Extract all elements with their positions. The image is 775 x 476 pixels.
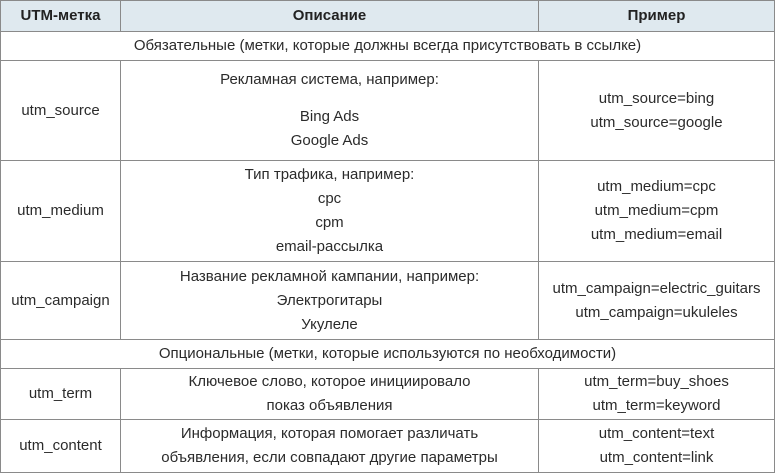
- header-row: [1, 1, 775, 32]
- tag-cell: utm_source: [1, 61, 121, 161]
- example-line: utm_source=google: [590, 113, 723, 131]
- description-line: показ объявления: [266, 397, 393, 414]
- example-line: utm_medium=cpc: [597, 178, 716, 195]
- tag-cell: utm_medium: [1, 161, 121, 262]
- description-cell: [121, 369, 539, 420]
- table-row: [1, 369, 775, 420]
- description-line: Электрогитары: [276, 291, 383, 309]
- header-description: Описание: [121, 1, 539, 32]
- section-required-row: [1, 32, 775, 61]
- table-row: [1, 262, 775, 340]
- description-line: Google Ads: [290, 132, 369, 149]
- description-line: Укулеле: [301, 315, 358, 333]
- example-cell: [539, 161, 775, 262]
- example-cell: [539, 262, 775, 340]
- description-cell: [121, 262, 539, 340]
- example-line: utm_content=link: [599, 449, 714, 466]
- example-line: utm_term=keyword: [592, 397, 721, 414]
- table-row: [1, 61, 775, 161]
- description-line: объявления, если совпадают другие параметры: [161, 449, 498, 466]
- example-cell: [539, 420, 775, 473]
- example-line: utm_campaign=electric_guitars: [552, 279, 761, 297]
- description-line: Информация, которая помогает различать: [180, 425, 479, 442]
- tag-cell: utm_campaign: [1, 262, 121, 340]
- description-line: Bing Ads: [299, 108, 360, 125]
- table-row: [1, 420, 775, 473]
- description-caption: Название рекламной кампании, например:: [179, 267, 480, 285]
- example-cell: [539, 369, 775, 420]
- example-line: utm_content=text: [598, 425, 715, 442]
- table-row: [1, 161, 775, 262]
- example-line: utm_source=bing: [598, 89, 715, 107]
- description-caption: Тип трафика, например:: [244, 166, 415, 183]
- example-line: utm_medium=email: [590, 226, 723, 243]
- tag-cell: utm_term: [1, 369, 121, 420]
- description-caption: Рекламная система, например:: [220, 71, 439, 88]
- description-line: cpc: [317, 190, 342, 207]
- section-required: Обязательные (метки, которые должны всегда присутствовать в ссылке): [1, 32, 775, 61]
- example-line: utm_medium=cpm: [594, 202, 719, 219]
- tag-cell: utm_content: [1, 420, 121, 473]
- section-optional-row: [1, 340, 775, 369]
- description-cell: [121, 161, 539, 262]
- description-line: email-рассылка: [275, 238, 384, 255]
- header-example: Пример: [539, 1, 775, 32]
- description-line: cpm: [315, 214, 344, 231]
- description-cell: [121, 420, 539, 473]
- example-line: utm_term=buy_shoes: [584, 373, 729, 390]
- section-optional: Опциональные (метки, которые используются по необходимости): [1, 340, 775, 369]
- description-line: Ключевое слово, которое инициировало: [188, 373, 471, 390]
- example-line: utm_campaign=ukuleles: [575, 303, 738, 321]
- header-tag: UTM-метка: [1, 1, 121, 32]
- example-cell: [539, 61, 775, 161]
- description-cell: [121, 61, 539, 161]
